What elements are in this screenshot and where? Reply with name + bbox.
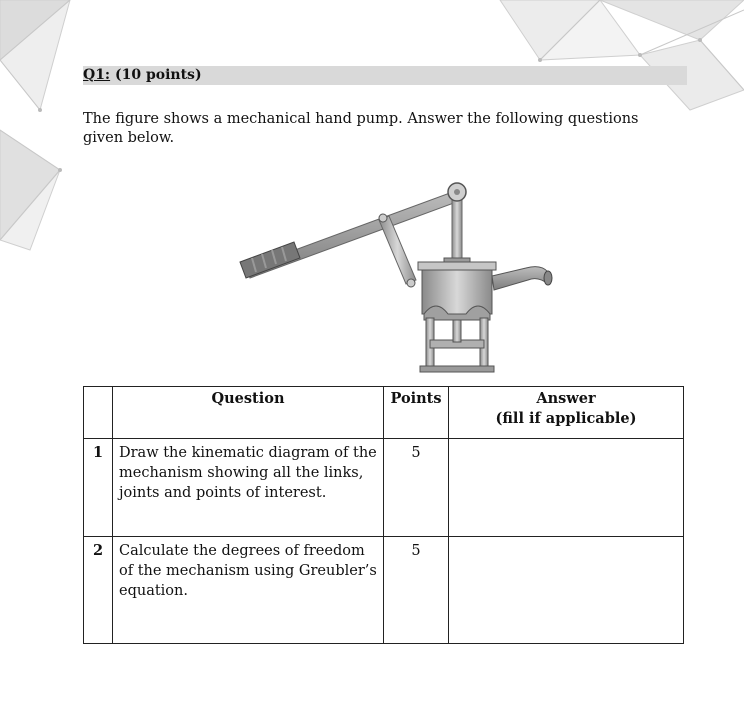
question-number: Q1: — [83, 67, 111, 83]
header-answer-title: Answer — [536, 390, 596, 407]
questions-table — [83, 386, 684, 644]
row-question: Draw the kinematic diagram of the mechanism showing all the links, joints and points of interest. — [113, 439, 384, 537]
row-question: Calculate the degrees of freedom of the mechanism using Greubler’s equation. — [113, 537, 384, 644]
table-row — [84, 439, 684, 537]
question-intro: The figure shows a mechanical hand pump. Answer the following questions given below. — [83, 111, 639, 146]
answer-field[interactable] — [449, 537, 684, 644]
header-number-cell — [84, 387, 113, 439]
header-answer — [449, 387, 684, 439]
header-points: Points — [384, 387, 449, 439]
table-row — [84, 537, 684, 644]
question-points: (10 points) — [114, 67, 202, 83]
answer-field[interactable] — [449, 439, 684, 537]
header-question: Question — [113, 387, 384, 439]
row-points: 5 — [384, 439, 449, 537]
table-header-row — [84, 387, 684, 439]
header-answer-note: (fill if applicable) — [495, 410, 637, 427]
row-number: 1 — [84, 439, 113, 537]
row-number: 2 — [84, 537, 113, 644]
row-points: 5 — [384, 537, 449, 644]
hand-pump-figure — [236, 180, 566, 380]
question-header — [83, 66, 687, 85]
